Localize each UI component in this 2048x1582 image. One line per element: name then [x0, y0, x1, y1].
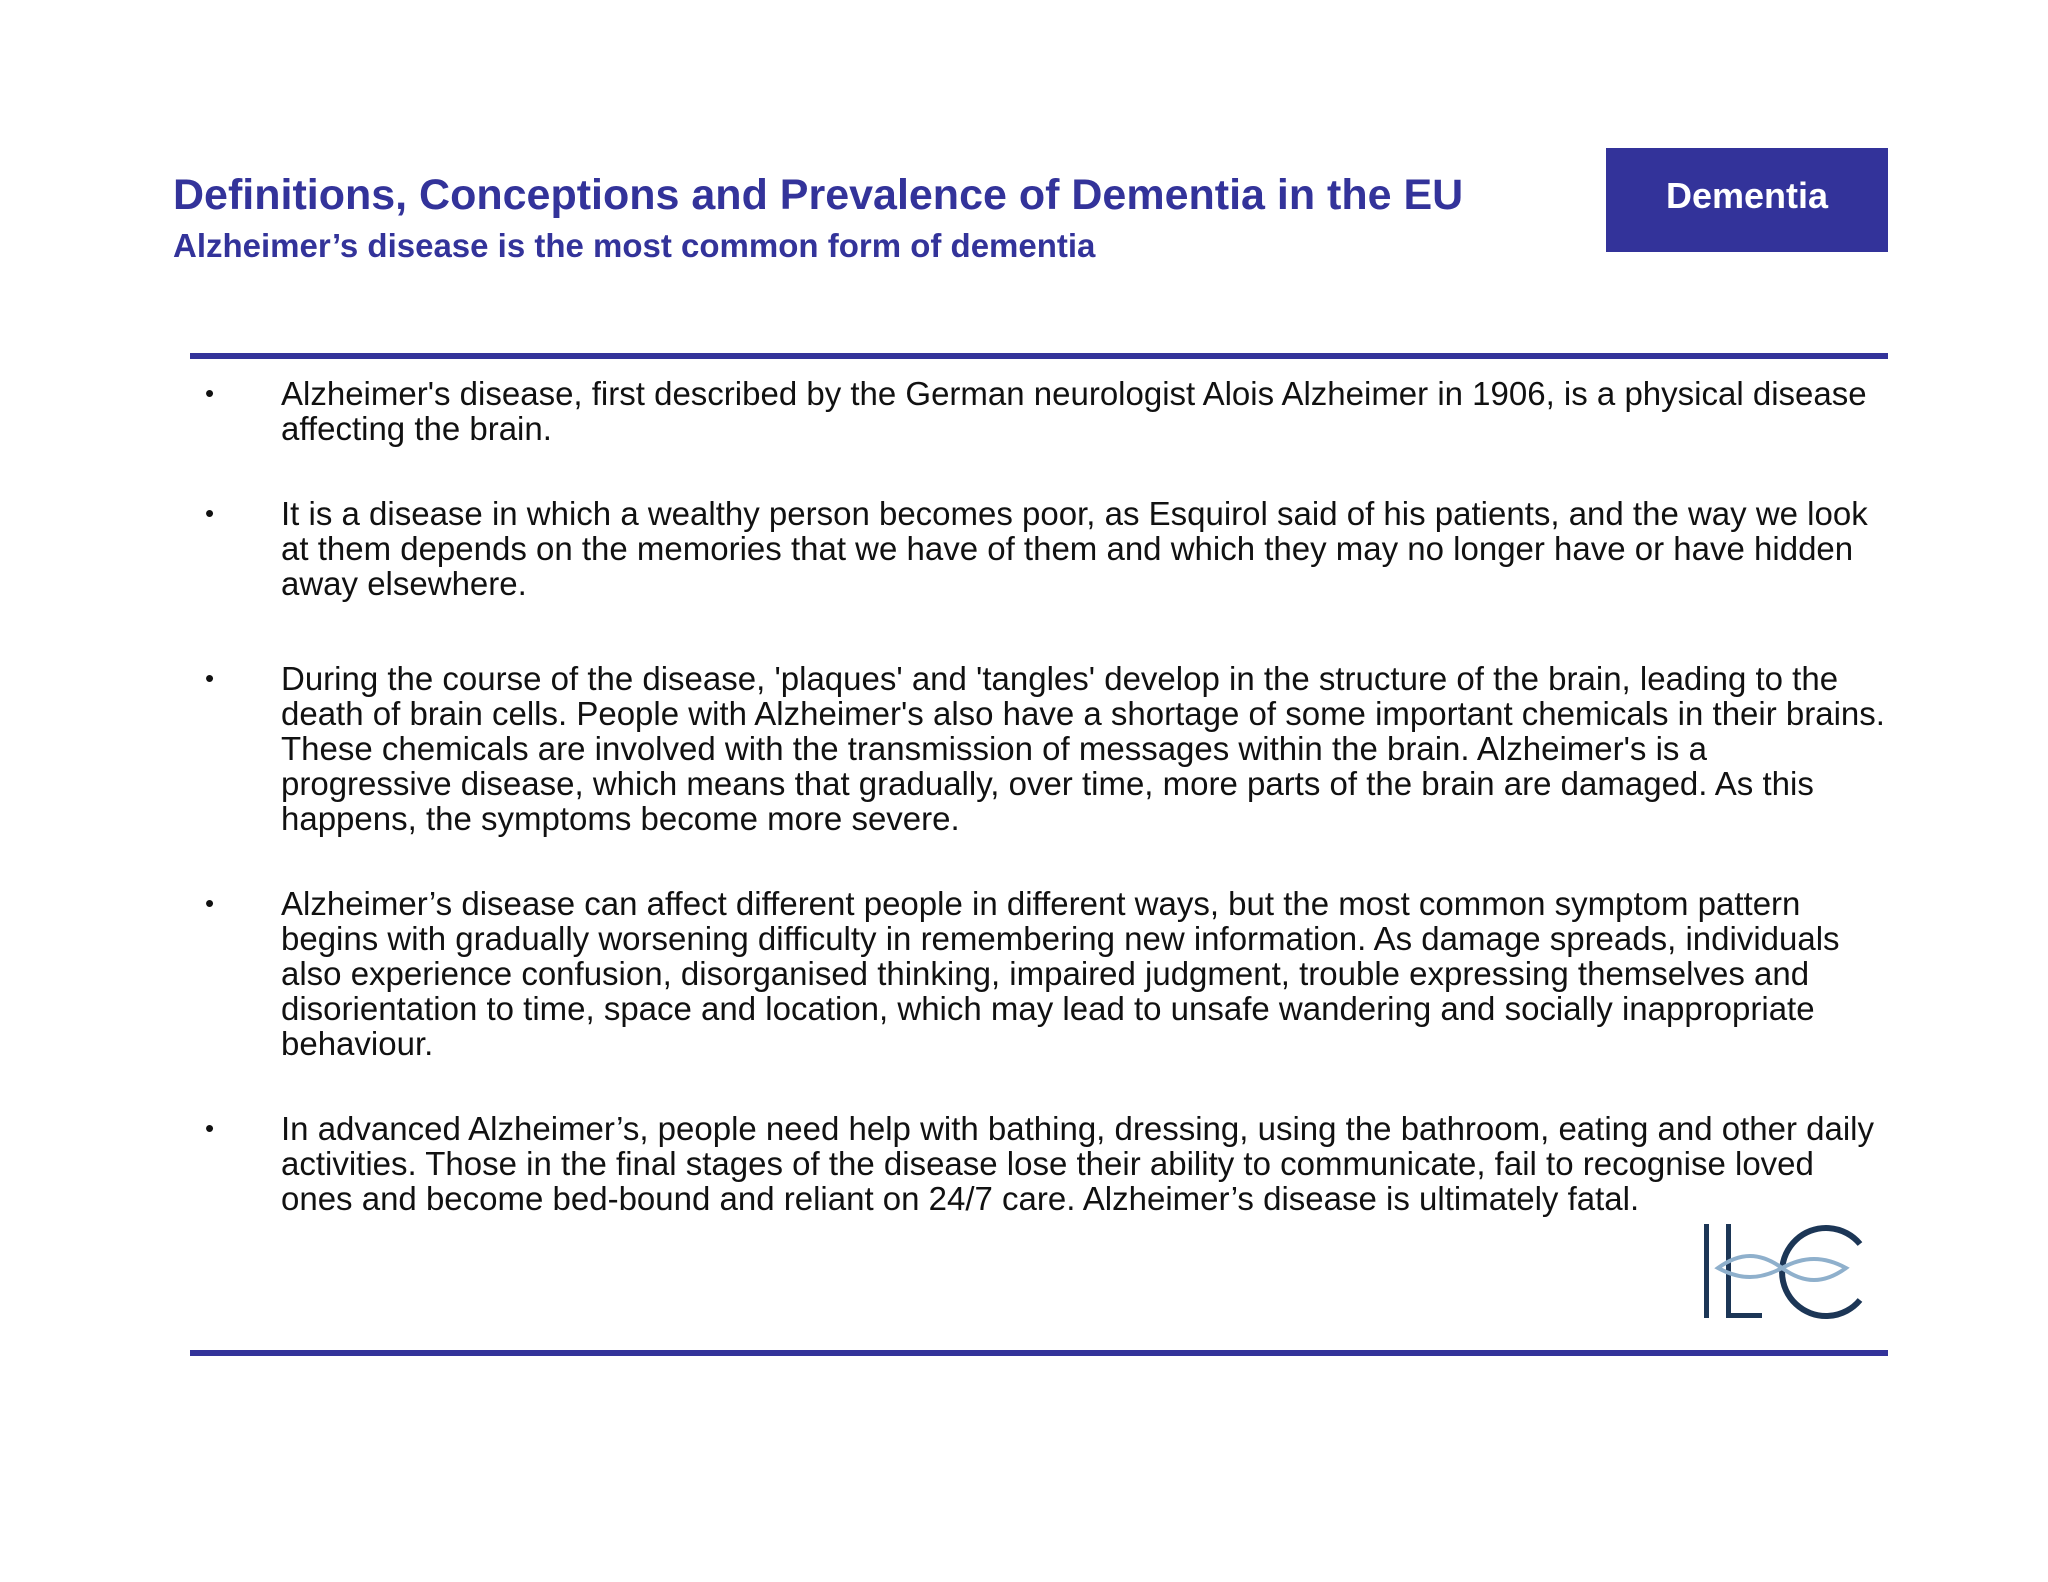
list-item-text: During the course of the disease, 'plaques' and 'tangles' develop in the structure of the brain, leading to the death of brain cells. People with Alzheimer's also have a shortage of some important chemicals in their brains. These chemicals are involved with the transmission of messages within the brain. Alzheimer's is a progressive disease, which means that gradually, over time, more parts of the brain are damaged. As this happens, the symptoms become more severe. — [281, 660, 1885, 837]
list-item-text: It is a disease in which a wealthy person becomes poor, as Esquirol said of his patients, and the way we look at them depends on the memories that we have of them and which they may no longer have or have hidden away elsewhere. — [281, 495, 1868, 602]
bullet-dot: • — [205, 663, 215, 693]
bullet-dot: • — [205, 1113, 215, 1143]
bullet-list — [205, 376, 1885, 1266]
list-item — [205, 886, 1885, 1061]
page-subtitle: Alzheimer’s disease is the most common form of dementia — [173, 227, 1096, 264]
top-divider — [190, 353, 1888, 359]
bottom-divider — [190, 1350, 1888, 1356]
page-title: Definitions, Conceptions and Prevalence of Dementia in the EU — [173, 171, 1464, 219]
list-item — [205, 661, 1885, 836]
bullet-dot: • — [205, 498, 215, 528]
list-item-text: In advanced Alzheimer’s, people need help with bathing, dressing, using the bathroom, eating and other daily activities. Those in the final stages of the disease lose their ability to communicate, fail to recognise loved ones and become bed-bound and reliant on 24/7 care. Alzheimer’s disease is ultimately fatal. — [281, 1110, 1875, 1217]
section-tag: Dementia — [1606, 148, 1888, 252]
list-item-text: Alzheimer’s disease can affect different people in different ways, but the most common symptom pattern begins with gradually worsening difficulty in remembering new information. As damage spreads, individuals also experience confusion, disorganised thinking, impaired judgment, trouble expressing themselves and disorientation to time, space and location, which may lead to unsafe wandering and socially inappropriate behaviour. — [281, 885, 1840, 1062]
list-item — [205, 496, 1885, 601]
bullet-dot: • — [205, 888, 215, 918]
list-item — [205, 376, 1885, 446]
list-item — [205, 1111, 1885, 1216]
list-item-text: Alzheimer's disease, first described by the German neurologist Alois Alzheimer in 1906, is a physical disease affecting the brain. — [281, 375, 1867, 447]
bullet-dot: • — [205, 378, 215, 408]
ilc-logo-icon — [1700, 1218, 1872, 1324]
